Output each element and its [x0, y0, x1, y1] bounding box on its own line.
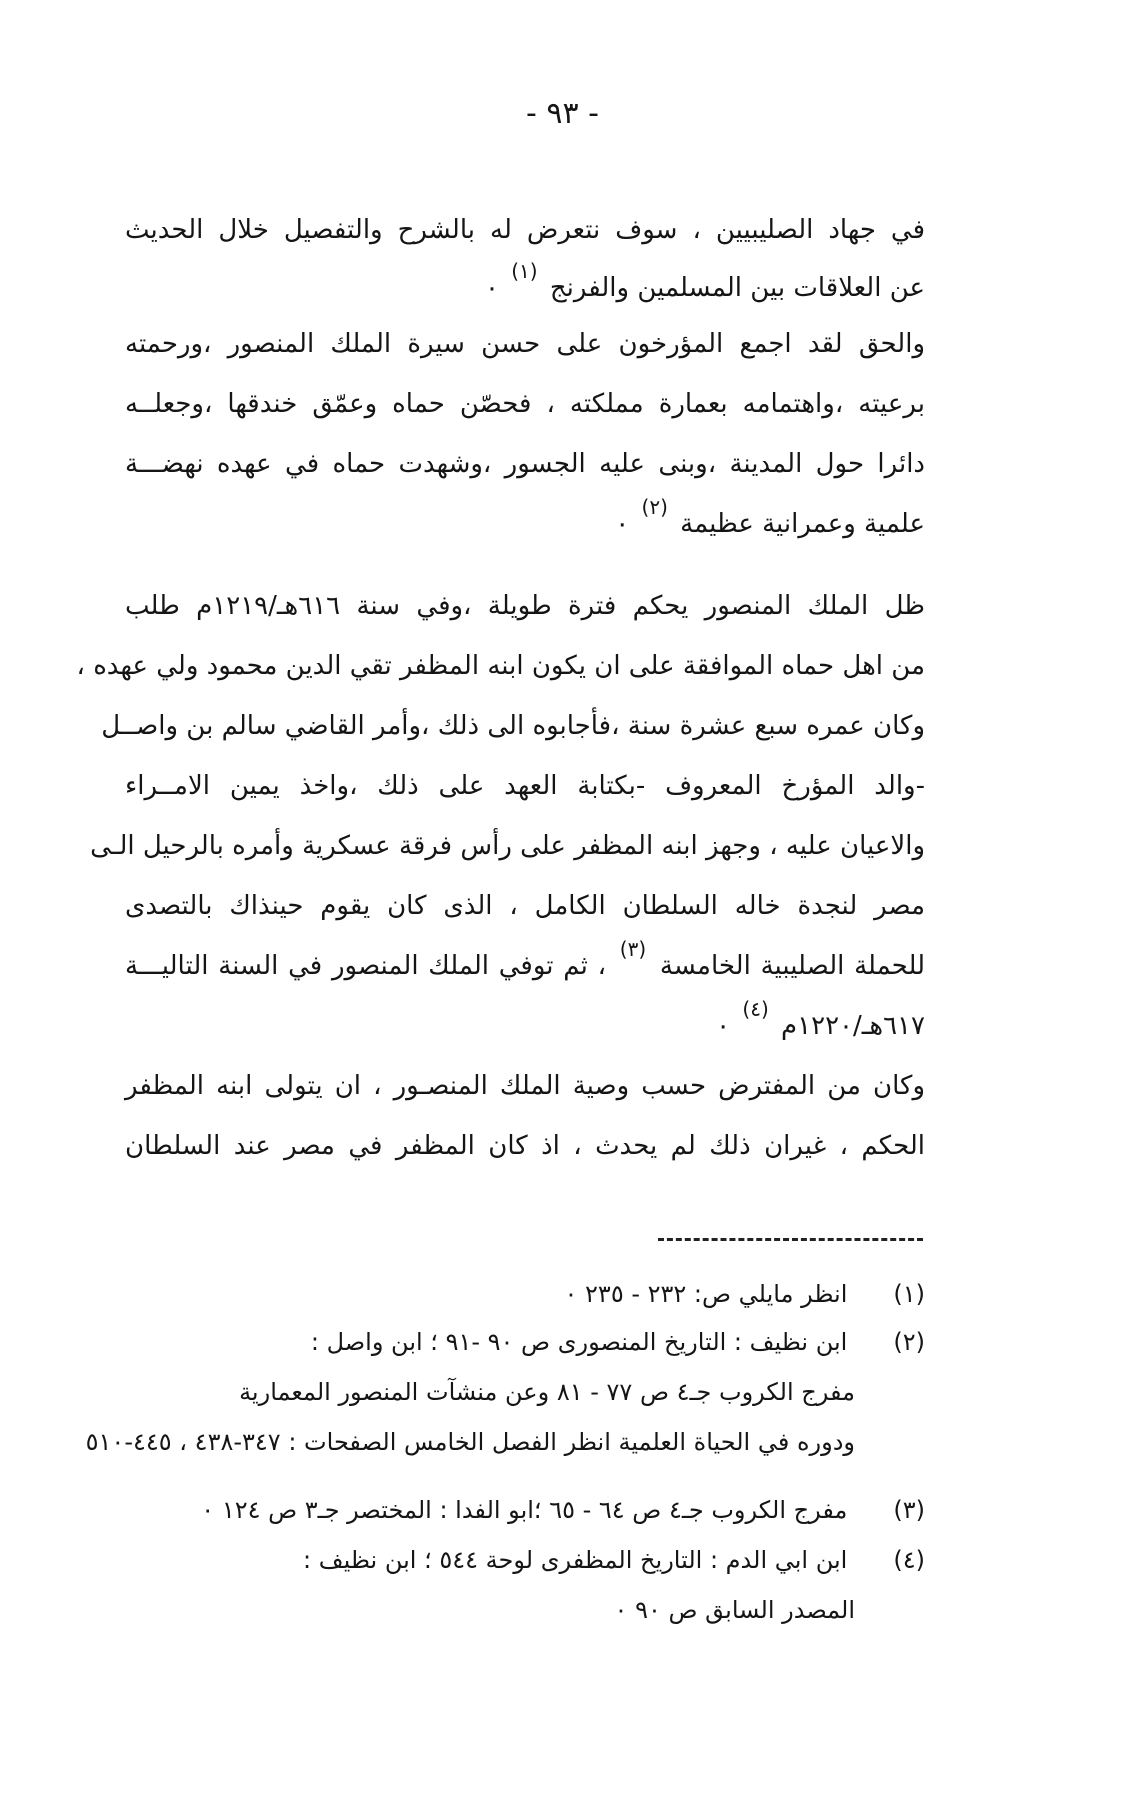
line-tail: ٠ [484, 273, 499, 303]
footnote-separator [658, 1238, 923, 1241]
text-line [125, 259, 925, 308]
footnote-text: ودوره في الحياة العلمية انظر الفصل الخامس الصفحات : ٣٤٧-٤٣٨ ، ٤٤٥-٥١٠ [85, 1428, 855, 1456]
footnote-item-continued [95, 1592, 925, 1628]
text-line [125, 384, 925, 424]
footnotes [85, 1270, 925, 1650]
text-line [125, 997, 925, 1046]
text-line [101, 706, 925, 746]
footnote-ref: (٢) [641, 495, 668, 519]
line-text: والاعيان عليه ، وجهز ابنه المظفر على رأس فرقة عسكرية وأمره بالرحيل الـى [90, 831, 925, 861]
footnote-item [95, 1276, 925, 1312]
line-text: للحملة الصليبية الخامسة [659, 951, 925, 981]
text-line [125, 444, 925, 484]
text-line [125, 886, 925, 926]
text-line [90, 826, 925, 866]
line-tail: ٠ [716, 1011, 731, 1041]
text-line [76, 646, 925, 686]
footnote-item [95, 1324, 925, 1360]
line-text: -والد المؤرخ المعروف -بكتابة العهد على ذلك ،واخذ يمين الامــراء [125, 771, 925, 801]
text-line [125, 586, 925, 626]
line-text: برعيته ،واهتمامه بعمارة مملكته ، فحصّن حماه وعمّق خندقها ،وجعلــه [125, 389, 925, 419]
line-text: ٦١٧هـ/١٢٢٠م [781, 1011, 925, 1041]
footnote-text: ابن ابي الدم : التاريخ المظفرى لوحة ٥٤٤ ؛ ابن نظيف : [303, 1546, 848, 1574]
footnote-item [95, 1542, 925, 1578]
footnote-text: مفرج الكروب جـ٤ ص ٦٤ - ٦٥ ؛ابو الفدا : المختصر جـ٣ ص ١٢٤ ٠ [201, 1496, 848, 1524]
line-text: من اهل حماه الموافقة على ان يكون ابنه المظفر تقي الدين محمود ولي عهده ، [76, 651, 925, 681]
text-line [125, 210, 925, 250]
line-text: وكان عمره سبع عشرة سنة ،فأجابوه الى ذلك ،وأمر القاضي سالم بن واصــل [101, 711, 925, 741]
footnote-item-continued [85, 1424, 925, 1460]
footnote-number: (١) [893, 1280, 925, 1308]
footnote-text: انظر مايلي ص: ٢٣٢ - ٢٣٥ ٠ [564, 1280, 848, 1308]
footnote-item [95, 1492, 925, 1528]
footnote-item-continued [95, 1374, 925, 1410]
text-line [125, 495, 925, 544]
line-tail: ٠ [615, 509, 630, 539]
footnote-text: المصدر السابق ص ٩٠ ٠ [614, 1596, 855, 1624]
footnote-text: ابن نظيف : التاريخ المنصورى ص ٩٠ -٩١ ؛ ابن واصل : [310, 1328, 848, 1356]
line-text: دائرا حول المدينة ،وبنى عليه الجسور ،وشهدت حماه في عهده نهضـــة [125, 449, 925, 479]
main-text [76, 200, 925, 1041]
line-text: وكان من المفترض حسب وصية الملك المنصـور ، ان يتولى ابنه المظفر [125, 1071, 925, 1101]
footnote-ref: (٣) [619, 937, 647, 961]
line-text: عن العلاقات بين المسلمين والفرنج [549, 273, 925, 303]
line-text: ظل الملك المنصور يحكم فترة طويلة ،وفي سنة ٦١٦هـ/١٢١٩م طلب [125, 591, 925, 621]
text-line [125, 1126, 925, 1166]
footnote-text: مفرج الكروب جـ٤ ص ٧٧ - ٨١ وعن منشآت المنصور المعمارية [239, 1378, 855, 1406]
main-text-continued [125, 1060, 925, 1180]
footnote-number: (٣) [893, 1496, 925, 1524]
footnote-number: (٤) [893, 1546, 925, 1574]
text-line [125, 1066, 925, 1106]
line-text: الحكم ، غيران ذلك لم يحدث ، اذ كان المظفر في مصر عند السلطان [125, 1131, 925, 1161]
footnote-number: (٢) [893, 1328, 925, 1356]
line-text: والحق لقد اجمع المؤرخون على حسن سيرة الملك المنصور ،ورحمته [125, 329, 925, 359]
text-line [125, 766, 925, 806]
footnote-ref: (٤) [742, 997, 769, 1021]
text-line [125, 937, 925, 986]
line-text: علمية وعمرانية عظيمة [680, 509, 925, 539]
line-text: في جهاد الصليبيين ، سوف نتعرض له بالشرح والتفصيل خلال الحديث [125, 215, 925, 245]
footnote-ref: (١) [511, 259, 538, 283]
line-text: مصر لنجدة خاله السلطان الكامل ، الذى كان يقوم حينذاك بالتصدى [125, 891, 925, 921]
text-line [125, 324, 925, 364]
page-number: - ٩٣ - [526, 96, 599, 131]
line-tail: ، ثم توفي الملك المنصور في السنة التاليـــة [125, 951, 606, 981]
